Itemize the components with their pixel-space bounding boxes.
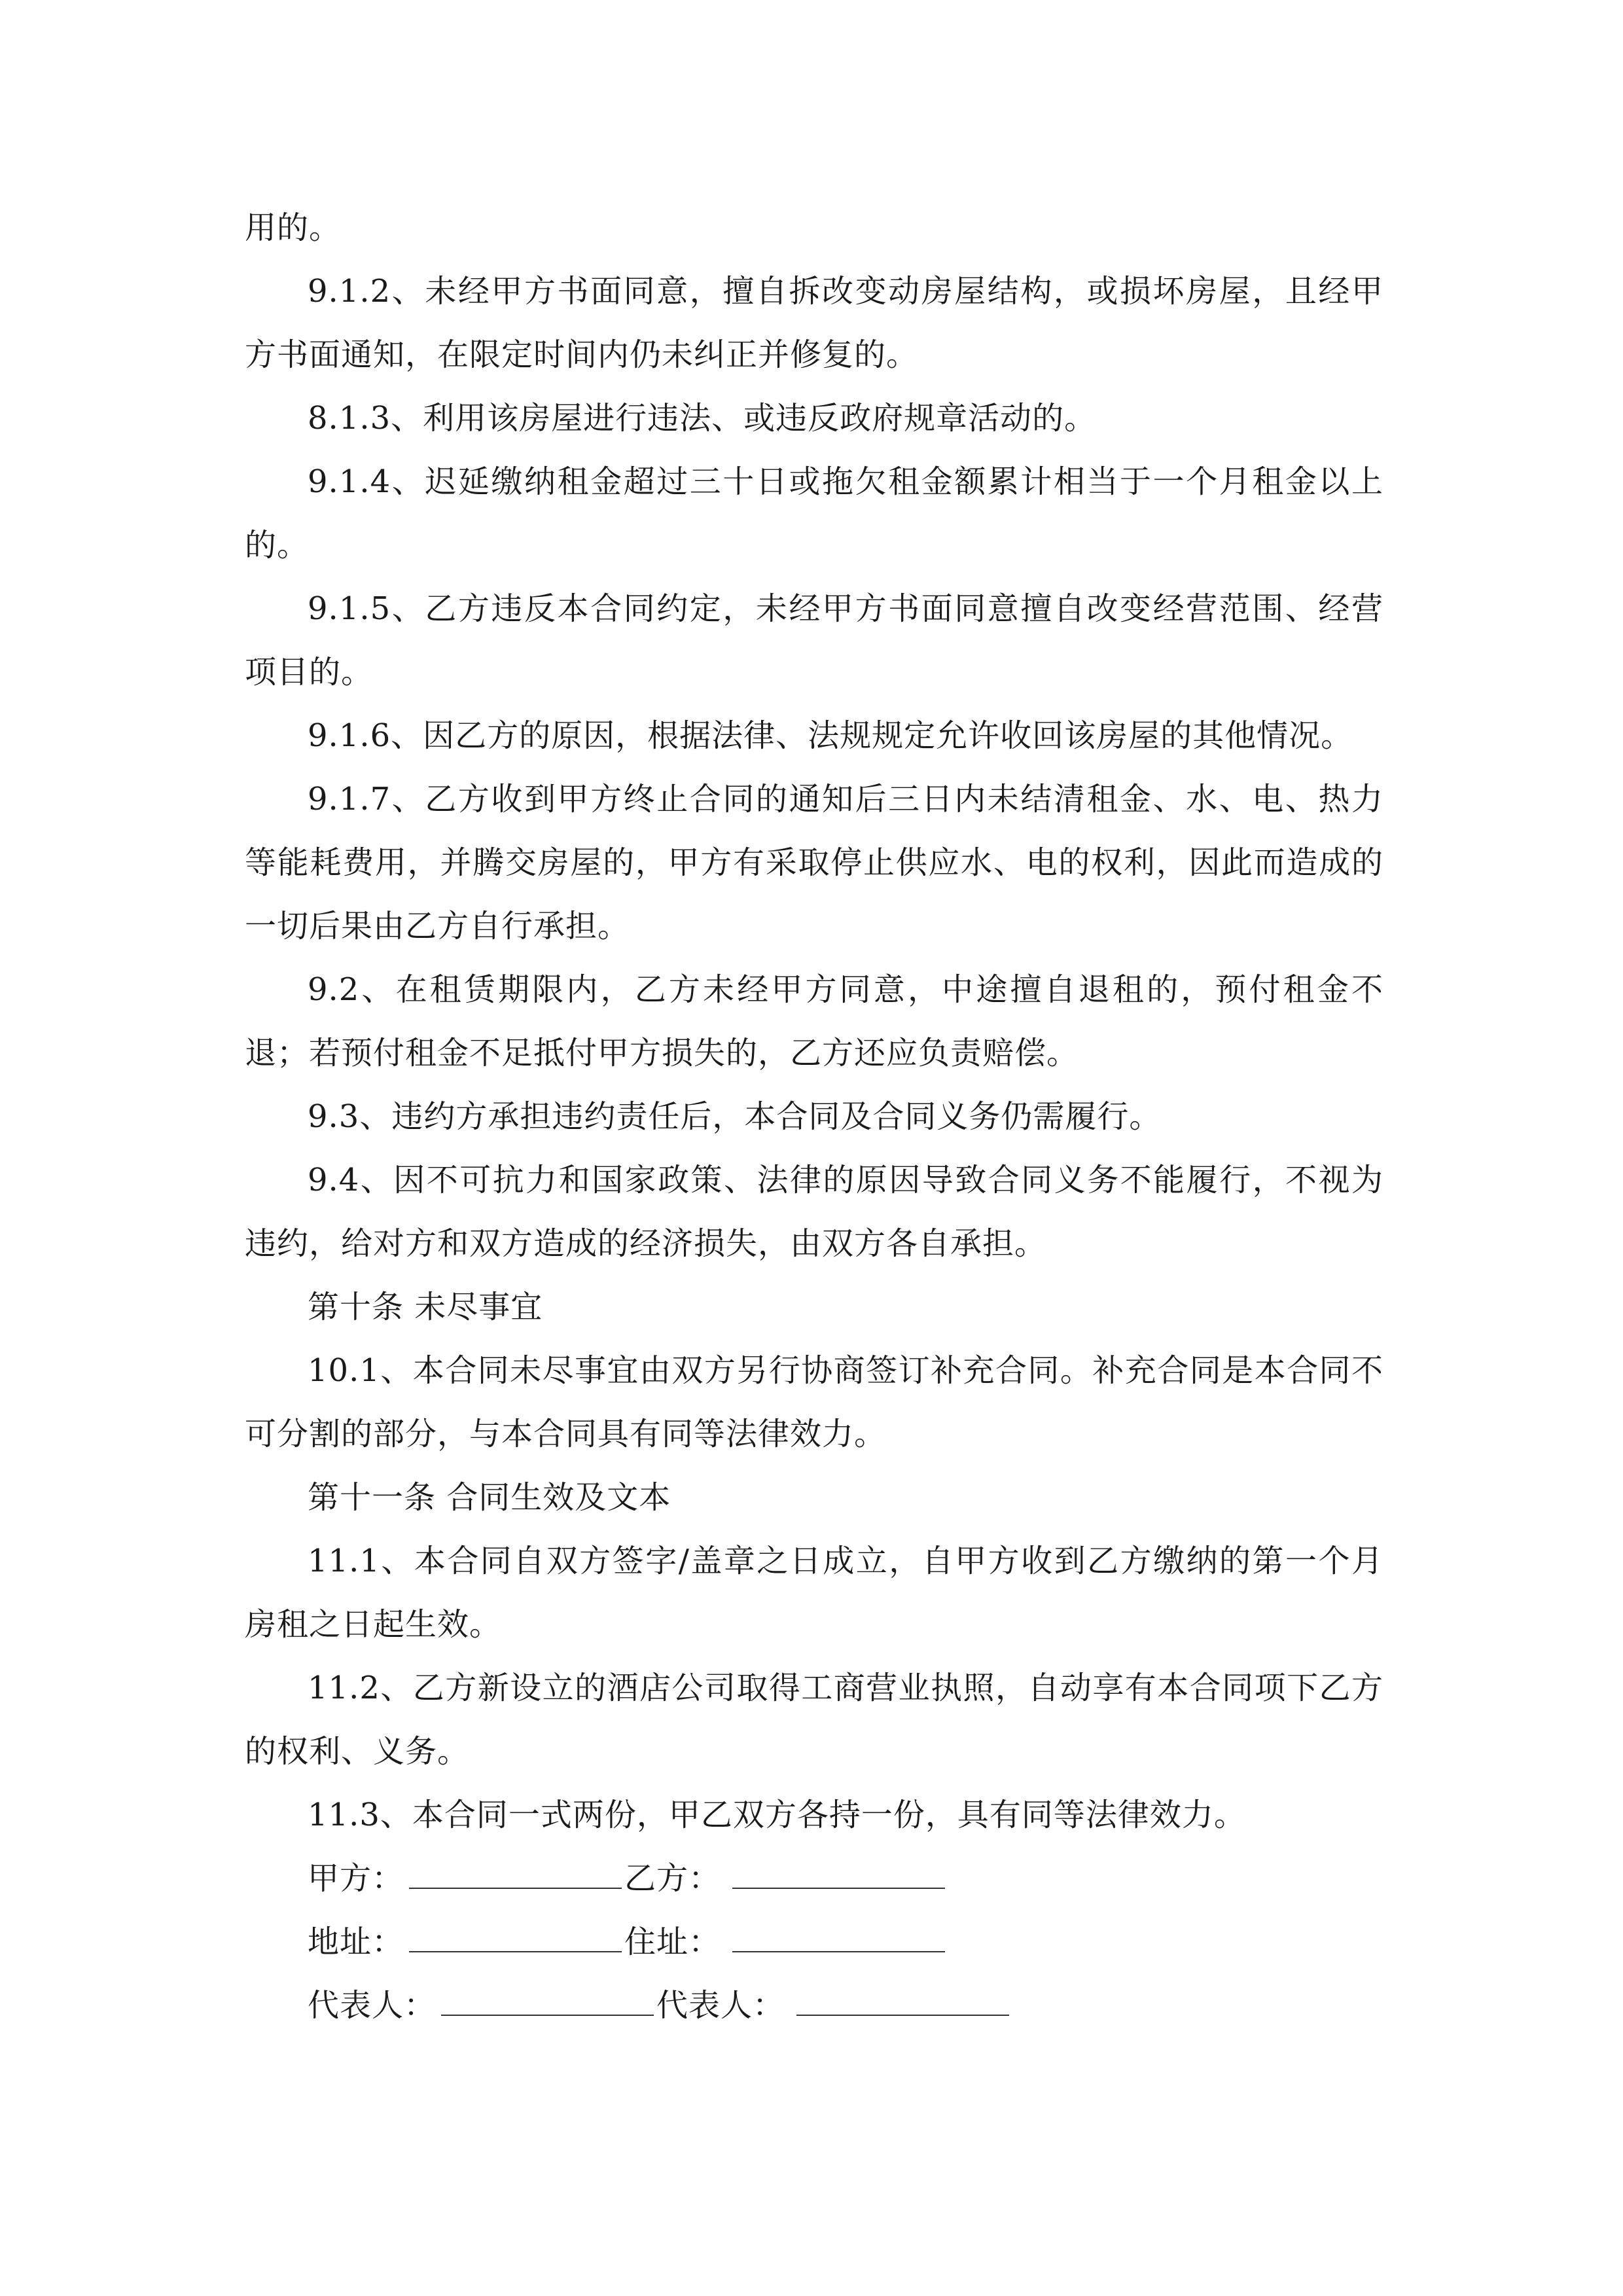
clause-8-1-3: 8.1.3、利用该房屋进行违法、或违反政府规章活动的。: [308, 400, 1097, 437]
contract-page: [245, 196, 1383, 2037]
rep-b-blank: [796, 2015, 1009, 2016]
residence-blank: [732, 1951, 945, 1952]
clause-11-1: 11.1、本合同自双方签字/盖章之日成立，自甲方收到乙方缴纳的第一个月房租之日起生效。: [245, 1543, 1383, 1643]
clause-9-2: 9.2、在租赁期限内，乙方未经甲方同意，中途擅自退租的，预付租金不退；若预付租金不足抵付甲方损失的，乙方还应负责赔偿。: [245, 971, 1383, 1071]
paragraph-continuation: 用的。: [245, 209, 342, 246]
signature-row-party: [245, 1847, 1383, 1910]
rep-b-label: 代表人：: [656, 1987, 785, 2024]
clause-10-1: 10.1、本合同未尽事宜由双方另行协商签订补充合同。补充合同是本合同不可分割的部分，与本合同具有同等法律效力。: [245, 1352, 1383, 1452]
article-10-heading: 第十条 未尽事宜: [308, 1289, 543, 1325]
clause-9-3: 9.3、违约方承担违约责任后，本合同及合同义务仍需履行。: [308, 1098, 1162, 1135]
residence-label: 住址：: [624, 1924, 721, 1960]
party-a-label: 甲方：: [308, 1860, 404, 1897]
clause-9-4: 9.4、因不可抗力和国家政策、法律的原因导致合同义务不能履行，不视为违约，给对方和双方造成的经济损失，由双方各自承担。: [245, 1162, 1383, 1262]
clause-9-1-2: 9.1.2、未经甲方书面同意，擅自拆改变动房屋结构，或损坏房屋，且经甲方书面通知，在限定时间内仍未纠正并修复的。: [245, 273, 1383, 373]
party-b-blank: [732, 1888, 945, 1889]
rep-a-blank: [441, 2015, 654, 2016]
article-11-heading: 第十一条 合同生效及文本: [308, 1479, 671, 1516]
address-blank: [409, 1951, 622, 1952]
clause-11-3: 11.3、本合同一式两份，甲乙双方各持一份，具有同等法律效力。: [308, 1797, 1246, 1833]
address-label: 地址：: [308, 1924, 404, 1960]
party-a-blank: [409, 1888, 622, 1889]
signature-row-representative: [245, 1974, 1383, 2037]
clause-9-1-6: 9.1.6、因乙方的原因，根据法律、法规规定允许收回该房屋的其他情况。: [308, 717, 1353, 754]
clause-11-2: 11.2、乙方新设立的酒店公司取得工商营业执照，自动享有本合同项下乙方的权利、义务。: [245, 1670, 1383, 1770]
clause-9-1-5: 9.1.5、乙方违反本合同约定，未经甲方书面同意擅自改变经营范围、经营项目的。: [245, 590, 1383, 691]
signature-row-address: [245, 1910, 1383, 1974]
party-b-label: 乙方：: [624, 1860, 721, 1897]
clause-9-1-4: 9.1.4、迟延缴纳租金超过三十日或拖欠租金额累计相当于一个月租金以上的。: [245, 463, 1383, 564]
clause-9-1-7: 9.1.7、乙方收到甲方终止合同的通知后三日内未结清租金、水、电、热力等能耗费用，并腾交房屋的，甲方有采取停止供应水、电的权利，因此而造成的一切后果由乙方自行承担。: [245, 781, 1383, 944]
rep-a-label: 代表人：: [308, 1987, 437, 2024]
